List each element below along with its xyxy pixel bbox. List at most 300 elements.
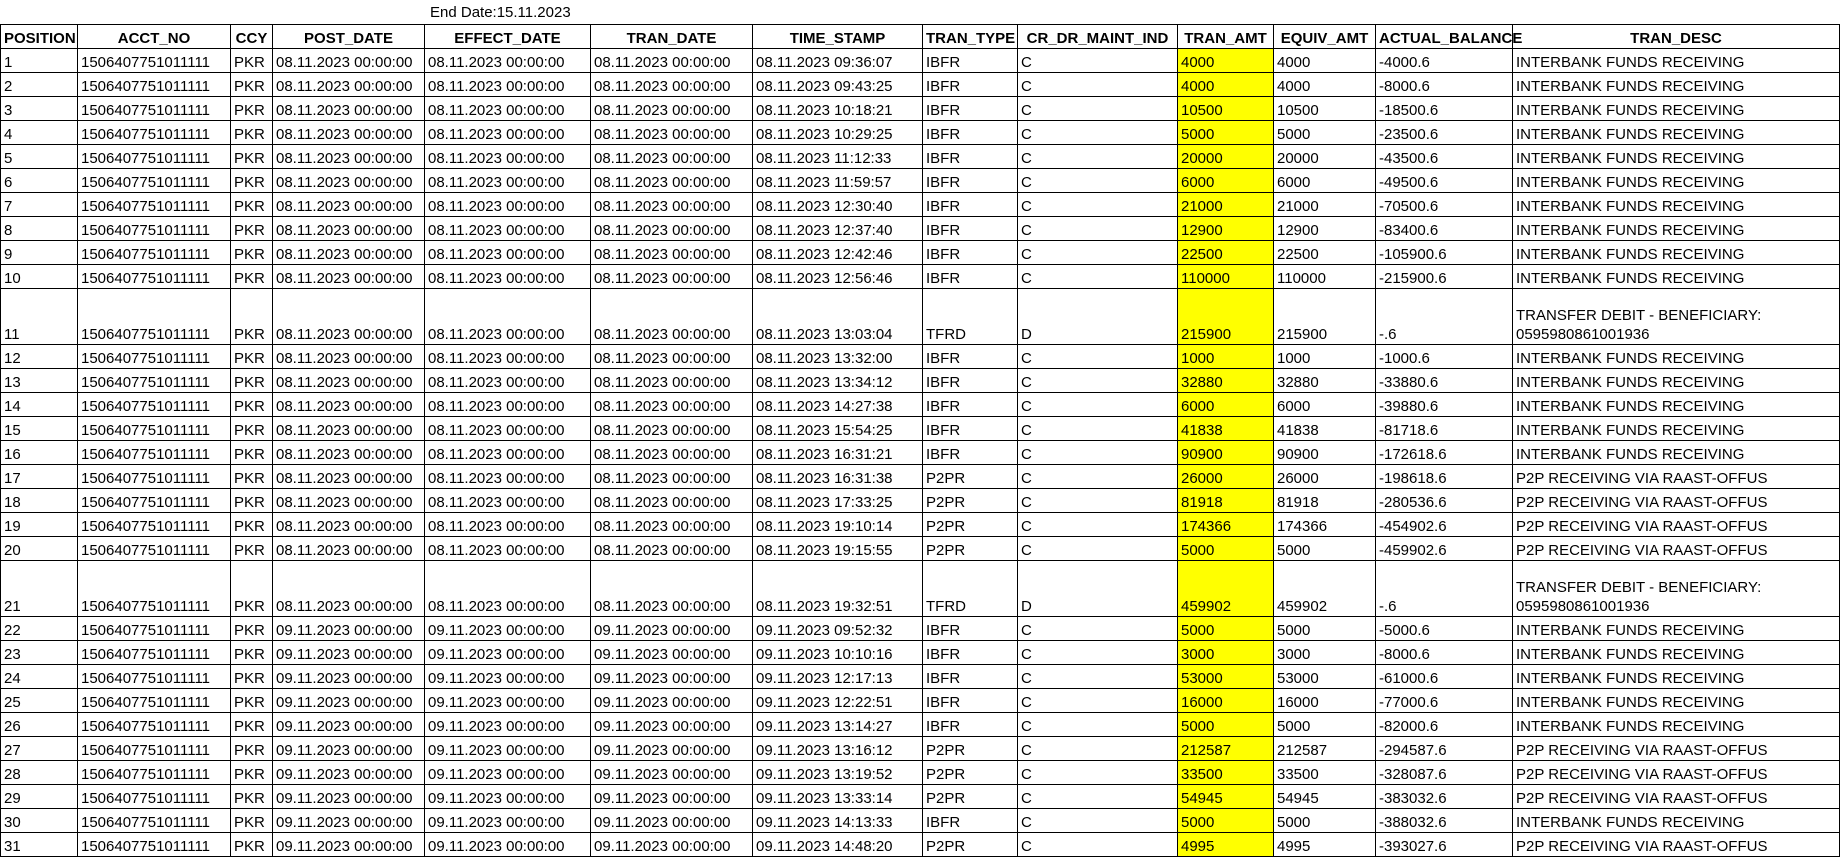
- cell-tran_date: 08.11.2023 00:00:00: [591, 73, 753, 97]
- cell-post_date: 08.11.2023 00:00:00: [273, 537, 425, 561]
- cell-tran_desc: INTERBANK FUNDS RECEIVING: [1513, 617, 1840, 641]
- cell-equiv_amt: 174366: [1274, 513, 1376, 537]
- cell-actual_balance: -328087.6: [1376, 761, 1513, 785]
- cell-effect_date: 08.11.2023 00:00:00: [425, 49, 591, 73]
- cell-tran_type: IBFR: [923, 145, 1018, 169]
- table-row: [1, 737, 1840, 761]
- column-header-tran_type: TRAN_TYPE: [923, 25, 1018, 49]
- cell-ccy: PKR: [231, 97, 273, 121]
- table-row: [1, 665, 1840, 689]
- table-row: [1, 345, 1840, 369]
- cell-effect_date: 08.11.2023 00:00:00: [425, 345, 591, 369]
- cell-time_stamp: 09.11.2023 14:48:20: [753, 833, 923, 857]
- cell-actual_balance: -43500.6: [1376, 145, 1513, 169]
- cell-cr_dr_maint_ind: C: [1018, 241, 1178, 265]
- cell-tran_type: IBFR: [923, 417, 1018, 441]
- cell-tran_type: IBFR: [923, 441, 1018, 465]
- cell-equiv_amt: 6000: [1274, 393, 1376, 417]
- cell-ccy: PKR: [231, 345, 273, 369]
- cell-tran_amt: 5000: [1178, 809, 1274, 833]
- cell-cr_dr_maint_ind: C: [1018, 689, 1178, 713]
- cell-tran_type: IBFR: [923, 97, 1018, 121]
- cell-acct_no: 1506407751011111: [78, 641, 231, 665]
- cell-ccy: PKR: [231, 809, 273, 833]
- cell-tran_date: 09.11.2023 00:00:00: [591, 617, 753, 641]
- cell-tran_desc: INTERBANK FUNDS RECEIVING: [1513, 393, 1840, 417]
- cell-cr_dr_maint_ind: C: [1018, 49, 1178, 73]
- table-header-row: [1, 25, 1840, 49]
- cell-ccy: PKR: [231, 393, 273, 417]
- cell-ccy: PKR: [231, 73, 273, 97]
- cell-equiv_amt: 81918: [1274, 489, 1376, 513]
- column-header-effect_date: EFFECT_DATE: [425, 25, 591, 49]
- cell-actual_balance: -105900.6: [1376, 241, 1513, 265]
- cell-tran_desc: INTERBANK FUNDS RECEIVING: [1513, 73, 1840, 97]
- cell-equiv_amt: 20000: [1274, 145, 1376, 169]
- table-row: [1, 513, 1840, 537]
- table-row: [1, 145, 1840, 169]
- table-row: [1, 713, 1840, 737]
- cell-actual_balance: -33880.6: [1376, 369, 1513, 393]
- cell-position: 31: [1, 833, 78, 857]
- cell-position: 12: [1, 345, 78, 369]
- cell-time_stamp: 09.11.2023 13:16:12: [753, 737, 923, 761]
- cell-position: 5: [1, 145, 78, 169]
- cell-time_stamp: 09.11.2023 10:10:16: [753, 641, 923, 665]
- cell-effect_date: 08.11.2023 00:00:00: [425, 73, 591, 97]
- cell-ccy: PKR: [231, 761, 273, 785]
- cell-ccy: PKR: [231, 49, 273, 73]
- table-row: [1, 489, 1840, 513]
- cell-time_stamp: 09.11.2023 14:13:33: [753, 809, 923, 833]
- cell-tran_desc: INTERBANK FUNDS RECEIVING: [1513, 97, 1840, 121]
- cell-time_stamp: 08.11.2023 16:31:38: [753, 465, 923, 489]
- cell-effect_date: 09.11.2023 00:00:00: [425, 761, 591, 785]
- cell-equiv_amt: 5000: [1274, 809, 1376, 833]
- cell-equiv_amt: 4000: [1274, 49, 1376, 73]
- cell-ccy: PKR: [231, 289, 273, 345]
- cell-tran_desc: INTERBANK FUNDS RECEIVING: [1513, 217, 1840, 241]
- cell-tran_desc: P2P RECEIVING VIA RAAST-OFFUS: [1513, 465, 1840, 489]
- cell-cr_dr_maint_ind: C: [1018, 537, 1178, 561]
- cell-effect_date: 08.11.2023 00:00:00: [425, 289, 591, 345]
- table-row: [1, 241, 1840, 265]
- cell-cr_dr_maint_ind: C: [1018, 369, 1178, 393]
- cell-cr_dr_maint_ind: C: [1018, 465, 1178, 489]
- cell-tran_amt: 212587: [1178, 737, 1274, 761]
- cell-effect_date: 09.11.2023 00:00:00: [425, 689, 591, 713]
- cell-time_stamp: 08.11.2023 12:37:40: [753, 217, 923, 241]
- cell-tran_desc: P2P RECEIVING VIA RAAST-OFFUS: [1513, 761, 1840, 785]
- cell-acct_no: 1506407751011111: [78, 689, 231, 713]
- cell-post_date: 08.11.2023 00:00:00: [273, 393, 425, 417]
- cell-tran_date: 08.11.2023 00:00:00: [591, 217, 753, 241]
- cell-tran_type: IBFR: [923, 121, 1018, 145]
- cell-tran_type: IBFR: [923, 217, 1018, 241]
- cell-actual_balance: -393027.6: [1376, 833, 1513, 857]
- table-row: [1, 193, 1840, 217]
- cell-tran_desc: P2P RECEIVING VIA RAAST-OFFUS: [1513, 737, 1840, 761]
- cell-acct_no: 1506407751011111: [78, 217, 231, 241]
- cell-tran_desc: INTERBANK FUNDS RECEIVING: [1513, 345, 1840, 369]
- cell-tran_desc: INTERBANK FUNDS RECEIVING: [1513, 641, 1840, 665]
- cell-post_date: 09.11.2023 00:00:00: [273, 761, 425, 785]
- cell-actual_balance: -294587.6: [1376, 737, 1513, 761]
- cell-equiv_amt: 54945: [1274, 785, 1376, 809]
- cell-actual_balance: -81718.6: [1376, 417, 1513, 441]
- table-body: [1, 49, 1840, 857]
- cell-tran_date: 09.11.2023 00:00:00: [591, 665, 753, 689]
- cell-tran_amt: 16000: [1178, 689, 1274, 713]
- cell-tran_amt: 12900: [1178, 217, 1274, 241]
- cell-tran_desc: TRANSFER DEBIT - BENEFICIARY: 0595980861001936: [1513, 561, 1840, 617]
- cell-tran_amt: 21000: [1178, 193, 1274, 217]
- cell-tran_amt: 32880: [1178, 369, 1274, 393]
- cell-cr_dr_maint_ind: C: [1018, 217, 1178, 241]
- cell-actual_balance: -23500.6: [1376, 121, 1513, 145]
- cell-acct_no: 1506407751011111: [78, 737, 231, 761]
- cell-post_date: 09.11.2023 00:00:00: [273, 665, 425, 689]
- cell-position: 28: [1, 761, 78, 785]
- cell-effect_date: 08.11.2023 00:00:00: [425, 393, 591, 417]
- cell-acct_no: 1506407751011111: [78, 265, 231, 289]
- cell-tran_amt: 5000: [1178, 713, 1274, 737]
- table-row: [1, 369, 1840, 393]
- cell-tran_desc: INTERBANK FUNDS RECEIVING: [1513, 241, 1840, 265]
- cell-tran_desc: INTERBANK FUNDS RECEIVING: [1513, 145, 1840, 169]
- cell-effect_date: 08.11.2023 00:00:00: [425, 561, 591, 617]
- cell-tran_amt: 3000: [1178, 641, 1274, 665]
- cell-equiv_amt: 1000: [1274, 345, 1376, 369]
- cell-time_stamp: 08.11.2023 09:43:25: [753, 73, 923, 97]
- cell-post_date: 08.11.2023 00:00:00: [273, 345, 425, 369]
- cell-tran_date: 08.11.2023 00:00:00: [591, 145, 753, 169]
- cell-actual_balance: -82000.6: [1376, 713, 1513, 737]
- cell-ccy: PKR: [231, 369, 273, 393]
- cell-acct_no: 1506407751011111: [78, 145, 231, 169]
- cell-equiv_amt: 5000: [1274, 121, 1376, 145]
- table-row: [1, 689, 1840, 713]
- report-header: [0, 0, 1846, 24]
- cell-time_stamp: 08.11.2023 11:59:57: [753, 169, 923, 193]
- cell-actual_balance: -8000.6: [1376, 641, 1513, 665]
- cell-cr_dr_maint_ind: C: [1018, 665, 1178, 689]
- cell-ccy: PKR: [231, 241, 273, 265]
- column-header-tran_amt: TRAN_AMT: [1178, 25, 1274, 49]
- cell-actual_balance: -459902.6: [1376, 537, 1513, 561]
- cell-ccy: PKR: [231, 713, 273, 737]
- cell-effect_date: 08.11.2023 00:00:00: [425, 265, 591, 289]
- cell-post_date: 08.11.2023 00:00:00: [273, 289, 425, 345]
- cell-equiv_amt: 5000: [1274, 713, 1376, 737]
- cell-tran_type: IBFR: [923, 713, 1018, 737]
- table-row: [1, 289, 1840, 345]
- cell-tran_date: 09.11.2023 00:00:00: [591, 833, 753, 857]
- cell-actual_balance: -280536.6: [1376, 489, 1513, 513]
- cell-time_stamp: 08.11.2023 17:33:25: [753, 489, 923, 513]
- cell-tran_amt: 22500: [1178, 241, 1274, 265]
- column-header-tran_desc: TRAN_DESC: [1513, 25, 1840, 49]
- cell-tran_amt: 54945: [1178, 785, 1274, 809]
- cell-time_stamp: 08.11.2023 13:32:00: [753, 345, 923, 369]
- cell-actual_balance: -8000.6: [1376, 73, 1513, 97]
- cell-time_stamp: 08.11.2023 15:54:25: [753, 417, 923, 441]
- cell-cr_dr_maint_ind: C: [1018, 121, 1178, 145]
- cell-post_date: 09.11.2023 00:00:00: [273, 809, 425, 833]
- cell-tran_amt: 174366: [1178, 513, 1274, 537]
- cell-equiv_amt: 4995: [1274, 833, 1376, 857]
- cell-post_date: 08.11.2023 00:00:00: [273, 265, 425, 289]
- cell-cr_dr_maint_ind: C: [1018, 393, 1178, 417]
- cell-tran_amt: 5000: [1178, 121, 1274, 145]
- column-header-equiv_amt: EQUIV_AMT: [1274, 25, 1376, 49]
- cell-time_stamp: 08.11.2023 19:15:55: [753, 537, 923, 561]
- cell-effect_date: 09.11.2023 00:00:00: [425, 641, 591, 665]
- cell-tran_type: IBFR: [923, 665, 1018, 689]
- table-row: [1, 561, 1840, 617]
- cell-tran_desc: INTERBANK FUNDS RECEIVING: [1513, 665, 1840, 689]
- cell-acct_no: 1506407751011111: [78, 241, 231, 265]
- cell-post_date: 08.11.2023 00:00:00: [273, 121, 425, 145]
- cell-post_date: 09.11.2023 00:00:00: [273, 737, 425, 761]
- cell-tran_amt: 6000: [1178, 393, 1274, 417]
- cell-post_date: 09.11.2023 00:00:00: [273, 641, 425, 665]
- cell-ccy: PKR: [231, 417, 273, 441]
- cell-tran_type: TFRD: [923, 561, 1018, 617]
- cell-actual_balance: -.6: [1376, 561, 1513, 617]
- cell-ccy: PKR: [231, 121, 273, 145]
- cell-tran_desc: INTERBANK FUNDS RECEIVING: [1513, 193, 1840, 217]
- cell-post_date: 08.11.2023 00:00:00: [273, 49, 425, 73]
- cell-position: 10: [1, 265, 78, 289]
- cell-acct_no: 1506407751011111: [78, 617, 231, 641]
- cell-actual_balance: -61000.6: [1376, 665, 1513, 689]
- cell-equiv_amt: 215900: [1274, 289, 1376, 345]
- column-header-actual_balance: ACTUAL_BALANCE: [1376, 25, 1513, 49]
- cell-tran_desc: INTERBANK FUNDS RECEIVING: [1513, 441, 1840, 465]
- cell-equiv_amt: 459902: [1274, 561, 1376, 617]
- cell-position: 3: [1, 97, 78, 121]
- cell-ccy: PKR: [231, 265, 273, 289]
- cell-tran_type: P2PR: [923, 737, 1018, 761]
- cell-position: 30: [1, 809, 78, 833]
- cell-equiv_amt: 32880: [1274, 369, 1376, 393]
- cell-tran_date: 08.11.2023 00:00:00: [591, 97, 753, 121]
- cell-tran_desc: INTERBANK FUNDS RECEIVING: [1513, 265, 1840, 289]
- cell-tran_type: IBFR: [923, 393, 1018, 417]
- cell-equiv_amt: 10500: [1274, 97, 1376, 121]
- cell-acct_no: 1506407751011111: [78, 441, 231, 465]
- cell-ccy: PKR: [231, 441, 273, 465]
- cell-tran_type: IBFR: [923, 169, 1018, 193]
- cell-position: 13: [1, 369, 78, 393]
- cell-equiv_amt: 53000: [1274, 665, 1376, 689]
- table-row: [1, 537, 1840, 561]
- cell-effect_date: 08.11.2023 00:00:00: [425, 121, 591, 145]
- cell-post_date: 08.11.2023 00:00:00: [273, 73, 425, 97]
- cell-tran_date: 08.11.2023 00:00:00: [591, 265, 753, 289]
- cell-effect_date: 08.11.2023 00:00:00: [425, 193, 591, 217]
- cell-cr_dr_maint_ind: C: [1018, 833, 1178, 857]
- table-row: [1, 641, 1840, 665]
- cell-tran_date: 08.11.2023 00:00:00: [591, 537, 753, 561]
- cell-post_date: 09.11.2023 00:00:00: [273, 833, 425, 857]
- cell-tran_date: 09.11.2023 00:00:00: [591, 713, 753, 737]
- cell-effect_date: 08.11.2023 00:00:00: [425, 145, 591, 169]
- cell-acct_no: 1506407751011111: [78, 73, 231, 97]
- cell-tran_amt: 1000: [1178, 345, 1274, 369]
- cell-ccy: PKR: [231, 217, 273, 241]
- cell-time_stamp: 08.11.2023 11:12:33: [753, 145, 923, 169]
- cell-tran_date: 08.11.2023 00:00:00: [591, 121, 753, 145]
- cell-acct_no: 1506407751011111: [78, 513, 231, 537]
- cell-cr_dr_maint_ind: D: [1018, 561, 1178, 617]
- cell-tran_desc: P2P RECEIVING VIA RAAST-OFFUS: [1513, 785, 1840, 809]
- cell-actual_balance: -77000.6: [1376, 689, 1513, 713]
- cell-acct_no: 1506407751011111: [78, 193, 231, 217]
- cell-actual_balance: -198618.6: [1376, 465, 1513, 489]
- cell-acct_no: 1506407751011111: [78, 369, 231, 393]
- cell-effect_date: 09.11.2023 00:00:00: [425, 713, 591, 737]
- table-row: [1, 617, 1840, 641]
- table-row: [1, 73, 1840, 97]
- cell-effect_date: 08.11.2023 00:00:00: [425, 241, 591, 265]
- cell-ccy: PKR: [231, 617, 273, 641]
- cell-tran_type: P2PR: [923, 537, 1018, 561]
- cell-actual_balance: -18500.6: [1376, 97, 1513, 121]
- cell-tran_date: 08.11.2023 00:00:00: [591, 393, 753, 417]
- cell-equiv_amt: 110000: [1274, 265, 1376, 289]
- cell-acct_no: 1506407751011111: [78, 49, 231, 73]
- cell-position: 4: [1, 121, 78, 145]
- cell-ccy: PKR: [231, 785, 273, 809]
- cell-tran_date: 09.11.2023 00:00:00: [591, 689, 753, 713]
- cell-effect_date: 09.11.2023 00:00:00: [425, 665, 591, 689]
- cell-tran_desc: INTERBANK FUNDS RECEIVING: [1513, 169, 1840, 193]
- column-header-post_date: POST_DATE: [273, 25, 425, 49]
- cell-effect_date: 08.11.2023 00:00:00: [425, 489, 591, 513]
- cell-equiv_amt: 4000: [1274, 73, 1376, 97]
- cell-effect_date: 08.11.2023 00:00:00: [425, 217, 591, 241]
- cell-acct_no: 1506407751011111: [78, 121, 231, 145]
- cell-equiv_amt: 33500: [1274, 761, 1376, 785]
- cell-tran_amt: 5000: [1178, 537, 1274, 561]
- cell-tran_amt: 459902: [1178, 561, 1274, 617]
- cell-tran_type: IBFR: [923, 617, 1018, 641]
- table-row: [1, 761, 1840, 785]
- cell-acct_no: 1506407751011111: [78, 761, 231, 785]
- cell-actual_balance: -39880.6: [1376, 393, 1513, 417]
- cell-acct_no: 1506407751011111: [78, 169, 231, 193]
- cell-time_stamp: 09.11.2023 09:52:32: [753, 617, 923, 641]
- cell-position: 9: [1, 241, 78, 265]
- cell-cr_dr_maint_ind: C: [1018, 641, 1178, 665]
- table-row: [1, 169, 1840, 193]
- cell-position: 17: [1, 465, 78, 489]
- cell-tran_amt: 81918: [1178, 489, 1274, 513]
- cell-position: 2: [1, 73, 78, 97]
- cell-ccy: PKR: [231, 537, 273, 561]
- cell-post_date: 09.11.2023 00:00:00: [273, 617, 425, 641]
- cell-time_stamp: 08.11.2023 16:31:21: [753, 441, 923, 465]
- cell-position: 15: [1, 417, 78, 441]
- table-row: [1, 97, 1840, 121]
- cell-effect_date: 08.11.2023 00:00:00: [425, 537, 591, 561]
- cell-effect_date: 08.11.2023 00:00:00: [425, 169, 591, 193]
- cell-tran_amt: 4000: [1178, 49, 1274, 73]
- cell-equiv_amt: 212587: [1274, 737, 1376, 761]
- cell-time_stamp: 09.11.2023 13:14:27: [753, 713, 923, 737]
- cell-equiv_amt: 22500: [1274, 241, 1376, 265]
- cell-cr_dr_maint_ind: C: [1018, 345, 1178, 369]
- cell-post_date: 08.11.2023 00:00:00: [273, 369, 425, 393]
- cell-acct_no: 1506407751011111: [78, 561, 231, 617]
- cell-post_date: 09.11.2023 00:00:00: [273, 785, 425, 809]
- cell-tran_desc: INTERBANK FUNDS RECEIVING: [1513, 713, 1840, 737]
- cell-position: 22: [1, 617, 78, 641]
- cell-cr_dr_maint_ind: C: [1018, 713, 1178, 737]
- cell-acct_no: 1506407751011111: [78, 97, 231, 121]
- cell-actual_balance: -83400.6: [1376, 217, 1513, 241]
- cell-tran_desc: P2P RECEIVING VIA RAAST-OFFUS: [1513, 513, 1840, 537]
- cell-position: 6: [1, 169, 78, 193]
- cell-cr_dr_maint_ind: C: [1018, 785, 1178, 809]
- cell-post_date: 08.11.2023 00:00:00: [273, 513, 425, 537]
- cell-tran_type: P2PR: [923, 785, 1018, 809]
- cell-tran_amt: 20000: [1178, 145, 1274, 169]
- cell-ccy: PKR: [231, 641, 273, 665]
- cell-cr_dr_maint_ind: C: [1018, 761, 1178, 785]
- cell-time_stamp: 08.11.2023 10:29:25: [753, 121, 923, 145]
- cell-tran_date: 09.11.2023 00:00:00: [591, 809, 753, 833]
- cell-tran_type: IBFR: [923, 73, 1018, 97]
- cell-tran_date: 08.11.2023 00:00:00: [591, 513, 753, 537]
- cell-post_date: 08.11.2023 00:00:00: [273, 465, 425, 489]
- cell-position: 26: [1, 713, 78, 737]
- cell-post_date: 08.11.2023 00:00:00: [273, 217, 425, 241]
- cell-acct_no: 1506407751011111: [78, 713, 231, 737]
- cell-actual_balance: -70500.6: [1376, 193, 1513, 217]
- cell-equiv_amt: 41838: [1274, 417, 1376, 441]
- cell-position: 18: [1, 489, 78, 513]
- cell-tran_amt: 4000: [1178, 73, 1274, 97]
- cell-tran_type: IBFR: [923, 689, 1018, 713]
- cell-acct_no: 1506407751011111: [78, 393, 231, 417]
- cell-ccy: PKR: [231, 169, 273, 193]
- cell-tran_date: 09.11.2023 00:00:00: [591, 641, 753, 665]
- cell-actual_balance: -383032.6: [1376, 785, 1513, 809]
- transactions-table: [0, 24, 1840, 857]
- cell-actual_balance: -388032.6: [1376, 809, 1513, 833]
- cell-acct_no: 1506407751011111: [78, 345, 231, 369]
- cell-tran_date: 08.11.2023 00:00:00: [591, 289, 753, 345]
- cell-post_date: 09.11.2023 00:00:00: [273, 689, 425, 713]
- cell-equiv_amt: 5000: [1274, 617, 1376, 641]
- cell-tran_type: IBFR: [923, 241, 1018, 265]
- cell-cr_dr_maint_ind: C: [1018, 73, 1178, 97]
- table-header: [1, 25, 1840, 49]
- column-header-cr_dr_maint_ind: CR_DR_MAINT_IND: [1018, 25, 1178, 49]
- cell-actual_balance: -1000.6: [1376, 345, 1513, 369]
- cell-effect_date: 08.11.2023 00:00:00: [425, 441, 591, 465]
- cell-tran_amt: 110000: [1178, 265, 1274, 289]
- cell-ccy: PKR: [231, 689, 273, 713]
- cell-effect_date: 09.11.2023 00:00:00: [425, 737, 591, 761]
- cell-effect_date: 09.11.2023 00:00:00: [425, 785, 591, 809]
- cell-tran_type: IBFR: [923, 641, 1018, 665]
- cell-time_stamp: 08.11.2023 09:36:07: [753, 49, 923, 73]
- cell-tran_date: 09.11.2023 00:00:00: [591, 785, 753, 809]
